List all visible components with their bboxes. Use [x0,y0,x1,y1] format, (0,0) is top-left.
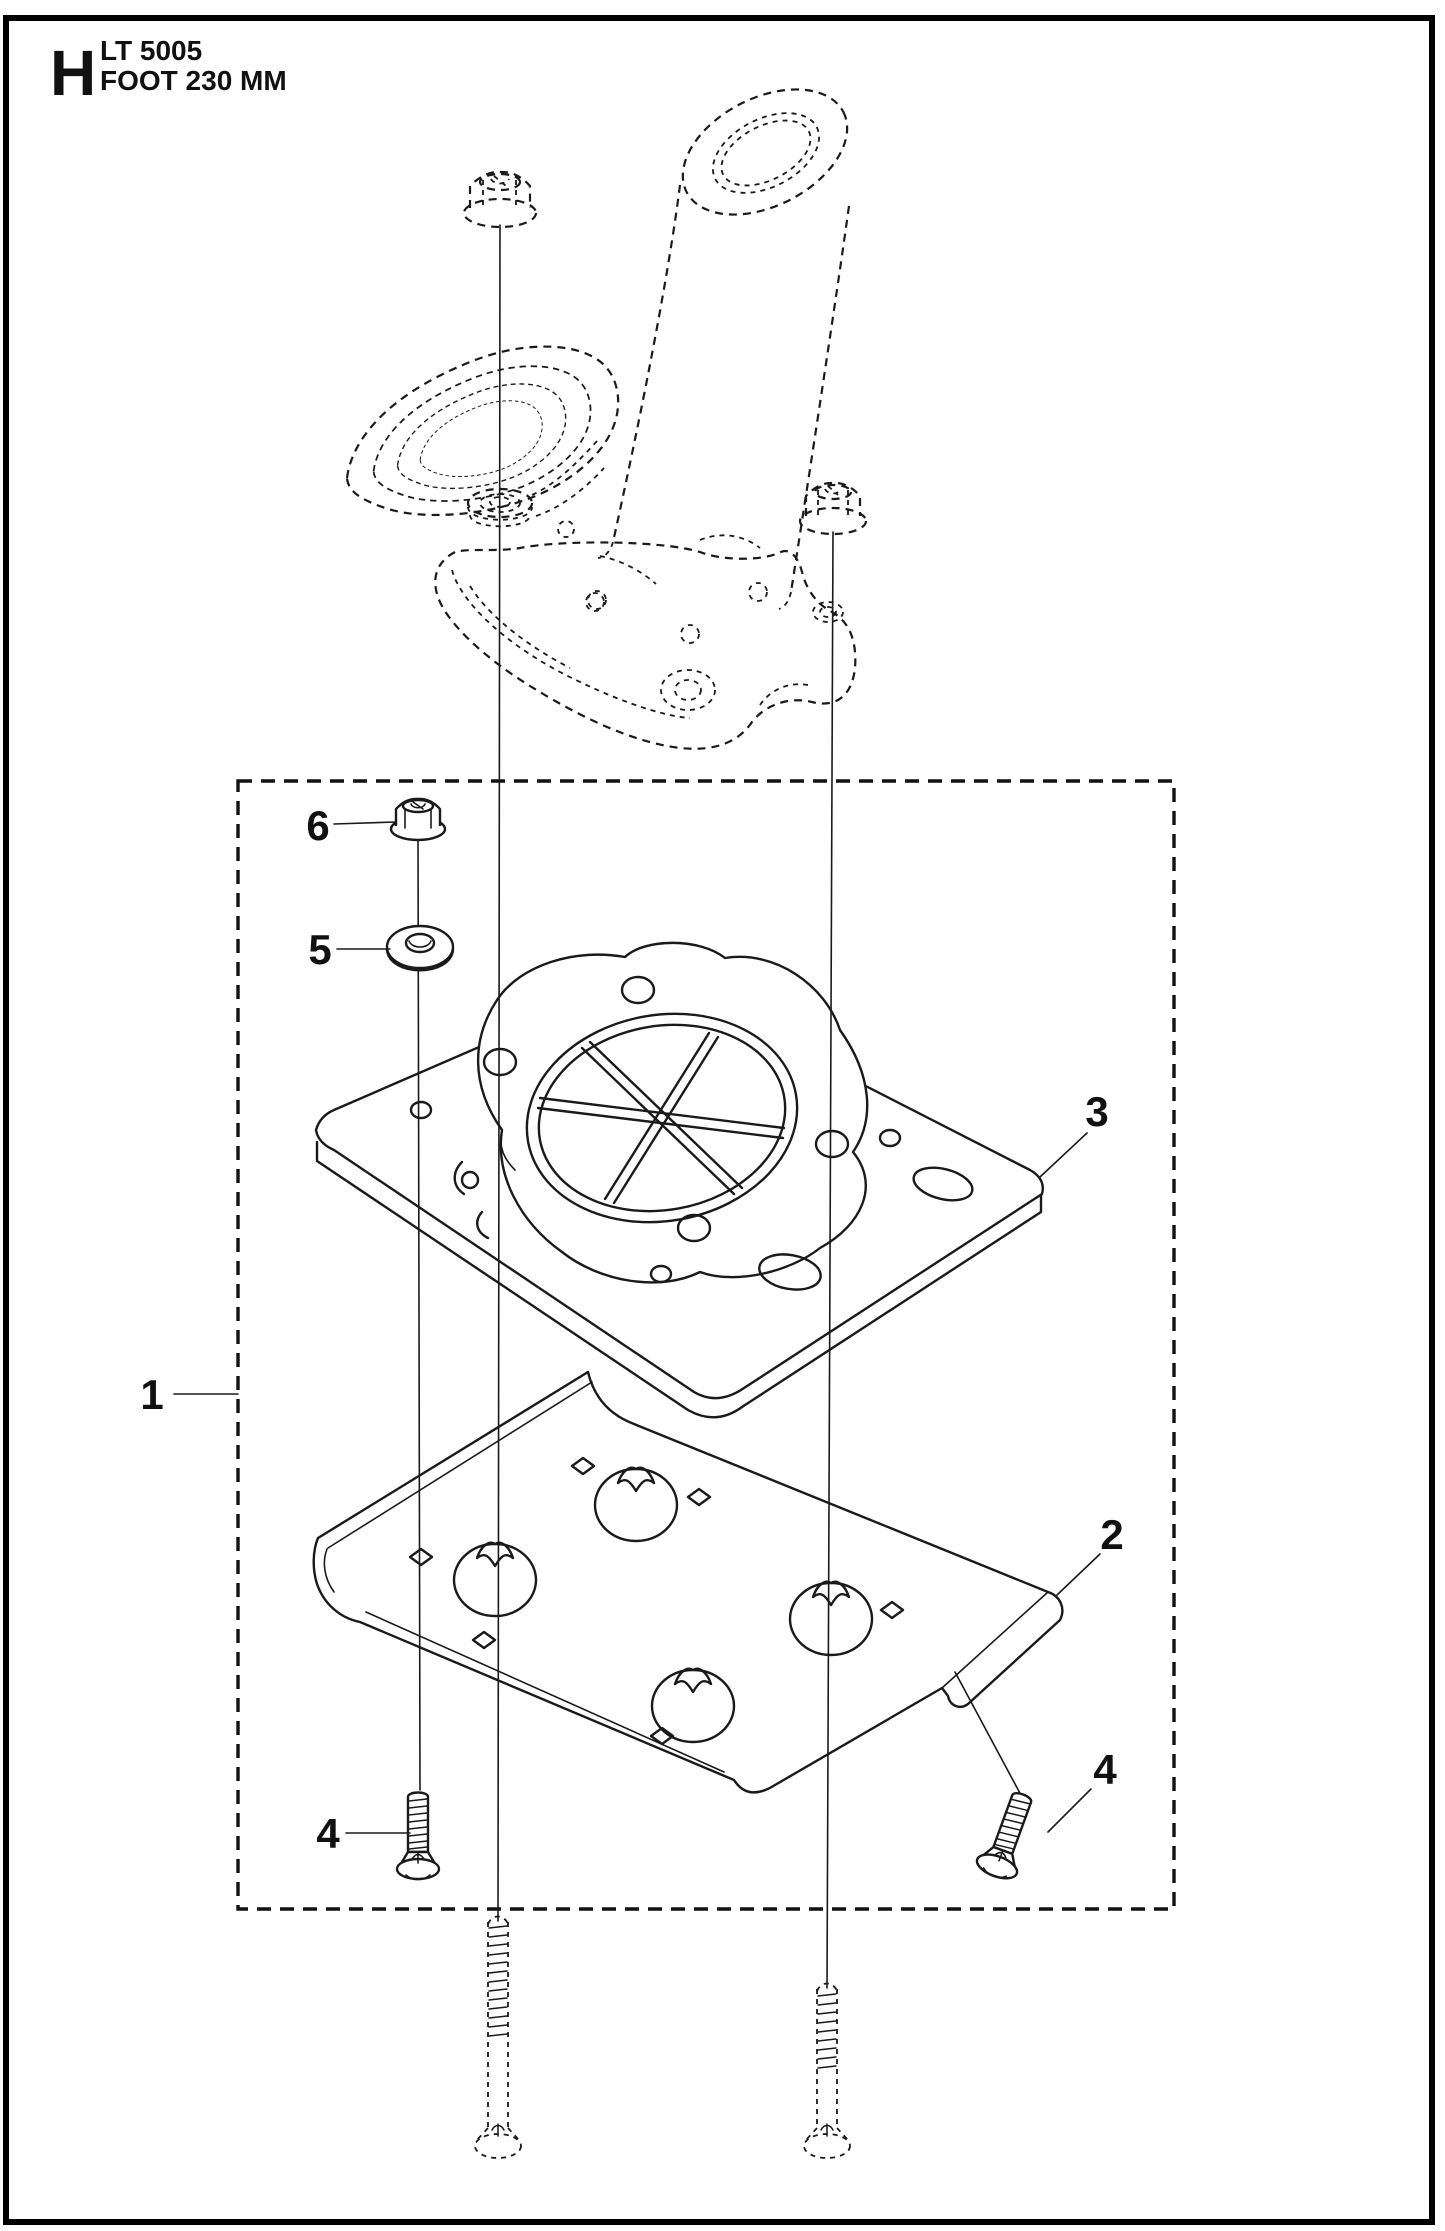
part-callout-4-right: 4 [1093,1746,1117,1793]
ghost-handle-loop [347,347,618,515]
part-callout-3: 3 [1085,1088,1109,1135]
header-model-code: LT 5005 [100,35,203,66]
ghost-tube [598,64,868,609]
top-plate [316,943,1043,1417]
washer [387,926,453,970]
ghost-flange-nut-right [800,483,866,534]
ghost-flange-nut-left [464,172,536,227]
part-callout-2: 2 [1100,1511,1124,1558]
countersunk-bolt-left [397,1793,439,1880]
countersunk-bolt-right [974,1787,1043,1883]
ghost-carriage-bolt-right [804,1984,850,2159]
bottom-foot-plate [314,1372,1063,1792]
ghost-carriage-bolt-left [475,1917,521,2159]
ghost-yoke [532,440,760,609]
part-callout-1: 1 [140,1371,164,1418]
ghost-machine-assembly [347,64,868,749]
part-callout-6: 6 [306,802,330,849]
part-callout-4-left: 4 [316,1810,340,1857]
flange-nut [391,799,445,840]
header-part-title: FOOT 230 MM [100,65,287,96]
ghost-base-bracket [435,542,855,748]
part-callout-5: 5 [308,926,332,973]
section-letter: H [50,37,97,109]
